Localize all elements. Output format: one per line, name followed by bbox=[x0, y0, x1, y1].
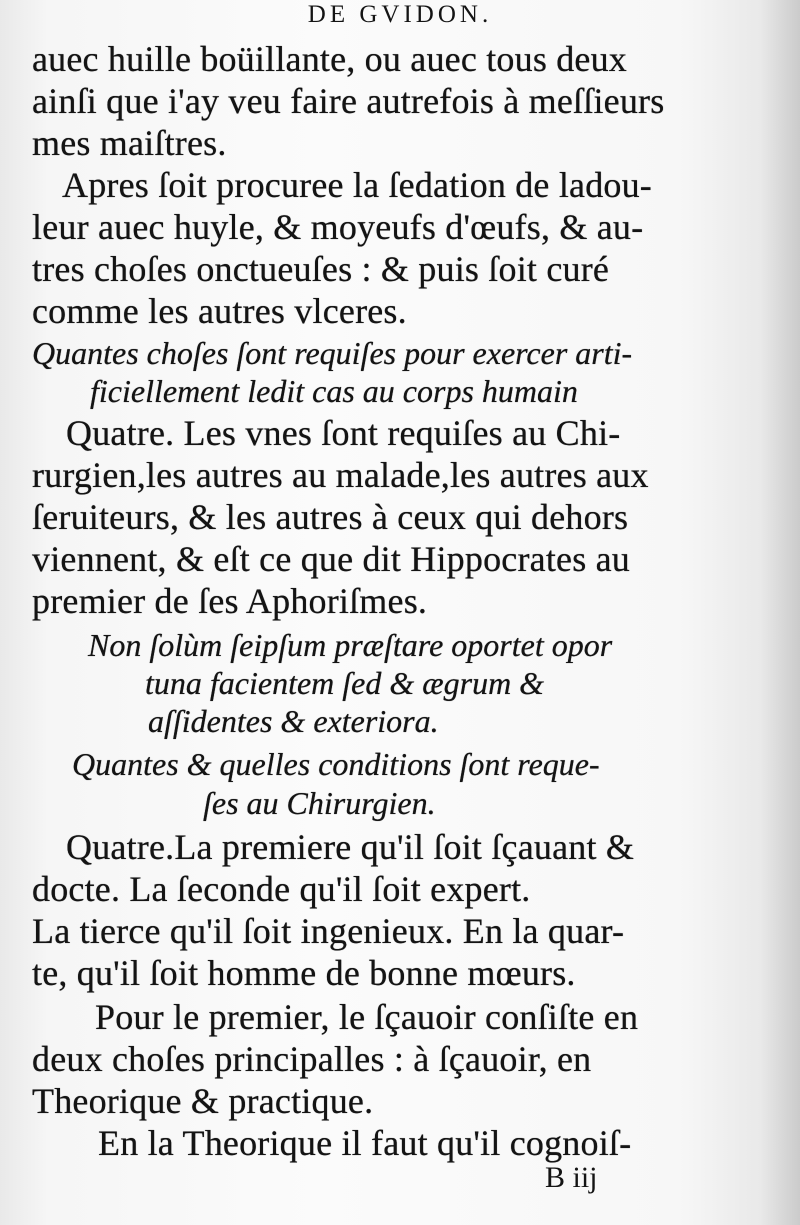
section-heading: ficiellement ledit cas au corps humain bbox=[90, 373, 578, 409]
page-edge-shadow bbox=[760, 0, 800, 1225]
text-line: tres choſes onctueuſes : & puis ſoit curé bbox=[32, 249, 610, 289]
text-line: auec huille boüillante, ou auec tous deux bbox=[32, 39, 628, 79]
text-line: premier de ſes Aphoriſmes. bbox=[32, 581, 428, 621]
text-line: mes maiſtres. bbox=[32, 123, 227, 163]
section-heading: Quantes choſes ſont requiſes pour exercer arti- bbox=[32, 335, 633, 371]
text-line: docte. La ſeconde qu'il ſoit expert. bbox=[32, 869, 531, 909]
text-line: En la Theorique il faut qu'il cognoiſ- bbox=[98, 1123, 632, 1163]
text-line: Quatre. Les vnes ſont requiſes au Chi- bbox=[66, 413, 621, 453]
text-line: La tierce qu'il ſoit ingenieux. En la quar- bbox=[32, 911, 625, 951]
text-line: Quatre.La premiere qu'il ſoit ſçauant & bbox=[66, 827, 635, 867]
text-line: te, qu'il ſoit homme de bonne mœurs. bbox=[32, 953, 576, 993]
latin-quote: tuna facientem ſed & ægrum & bbox=[145, 665, 545, 701]
text-line: leur auec huyle, & moyeufs d'œufs, & au- bbox=[32, 207, 644, 247]
text-line: Theorique & practique. bbox=[32, 1081, 374, 1121]
text-line: comme les autres vlceres. bbox=[32, 291, 407, 331]
text-line: ſeruiteurs, & les autres à ceux qui dehors bbox=[32, 497, 629, 537]
latin-quote: aſſidentes & exteriora. bbox=[148, 703, 439, 739]
text-line: deux choſes principalles : à ſçauoir, en bbox=[32, 1039, 592, 1079]
text-line: rurgien,les autres au malade,les autres aux bbox=[32, 455, 649, 495]
text-line: Pour le premier, le ſçauoir conſiſte en bbox=[95, 997, 639, 1037]
signature-mark: B iij bbox=[545, 1161, 598, 1194]
section-heading: Quantes & quelles conditions ſont reque- bbox=[72, 746, 600, 782]
text-line: ainſi que i'ay veu faire autrefois à meſſieurs bbox=[32, 81, 665, 121]
running-title: DE GVIDON. bbox=[307, 1, 493, 28]
text-line: viennent, & eſt ce que dit Hippocrates au bbox=[32, 539, 630, 579]
section-heading: ſes au Chirurgien. bbox=[203, 785, 436, 821]
latin-quote: Non ſolùm ſeipſum præſtare oportet opor bbox=[88, 627, 613, 663]
text-line: Apres ſoit procuree la ſedation de ladou- bbox=[62, 165, 652, 205]
